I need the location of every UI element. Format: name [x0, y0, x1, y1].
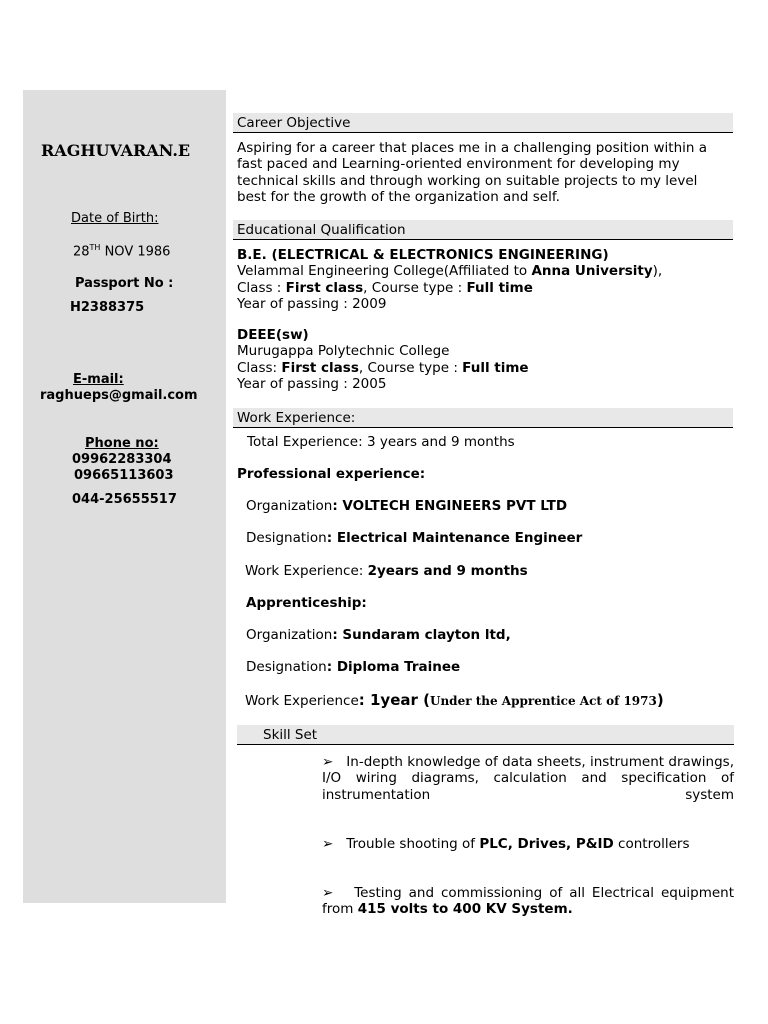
- class-label: Class :: [237, 279, 286, 296]
- class-value: First class: [281, 359, 359, 376]
- skill-text-suffix: controllers: [613, 836, 690, 852]
- education-heading: Educational Qualification: [233, 220, 733, 240]
- college-line: [237, 263, 729, 279]
- course-type-value: Full time: [466, 279, 533, 296]
- skill-text: Testing and commissioning of all Electrical equipment from: [322, 885, 735, 918]
- bullet-arrow-icon: ➢: [322, 836, 334, 852]
- class-line: [237, 360, 729, 376]
- class-value: First class: [285, 279, 364, 296]
- work-experience-label: Work Experience:: [245, 563, 368, 579]
- skill-line: [322, 754, 734, 803]
- degree-title: B.E. (ELECTRICAL & ELECTRONICS ENGINEERING): [237, 247, 609, 263]
- work-experience-line: [245, 563, 528, 579]
- bullet-arrow-icon: ➢: [322, 754, 334, 770]
- dob-rest: NOV 1986: [100, 244, 171, 260]
- organization-value: : Sundaram clayton ltd,: [332, 627, 511, 643]
- work-experience-value: : 1year (: [358, 691, 430, 709]
- total-experience-value: 3 years and 9 months: [366, 434, 515, 450]
- designation-line: [246, 530, 582, 546]
- year-line: Year of passing : 2005: [237, 375, 387, 392]
- college-line: [237, 343, 729, 359]
- apprentice-act-note: Under the Apprentice Act of 1973: [429, 694, 657, 708]
- designation-value: : Electrical Maintenance Engineer: [326, 530, 583, 546]
- dob-sup: TH: [89, 243, 101, 252]
- degree-title: DEEE(sw): [237, 327, 309, 343]
- education-item-deee: [237, 327, 729, 392]
- apprentice-work-experience-line: [245, 691, 664, 709]
- email-value[interactable]: raghueps@gmail.com: [40, 388, 198, 403]
- organization-line: [246, 498, 567, 514]
- passport-label: Passport No :: [75, 276, 174, 291]
- designation-value: : Diploma Trainee: [326, 659, 461, 675]
- skill-item: [322, 885, 734, 918]
- total-experience-label: Total Experience:: [247, 434, 367, 450]
- apprentice-organization-line: [246, 627, 511, 643]
- skill-set-heading: Skill Set: [237, 725, 734, 745]
- course-type-label: , Course type :: [363, 279, 467, 296]
- college-name: Murugappa Polytechnic College: [237, 343, 450, 360]
- apprenticeship-label: Apprenticeship:: [246, 595, 367, 611]
- designation-label: Designation: [246, 659, 327, 675]
- education-item-be: [237, 247, 729, 312]
- passport-value: H2388375: [70, 300, 145, 315]
- organization-label: Organization: [246, 627, 333, 643]
- dob-value: [73, 243, 170, 259]
- email-label: E-mail:: [73, 372, 124, 387]
- organization-value: : VOLTECH ENGINEERS PVT LTD: [332, 498, 568, 514]
- year-line: Year of passing : 2009: [237, 295, 387, 312]
- class-label: Class:: [237, 359, 282, 376]
- phone-1: 09962283304: [72, 452, 172, 467]
- phone-2: 09665113603: [74, 468, 174, 483]
- apprentice-designation-line: [246, 659, 460, 675]
- phone-3: 044-25655517: [72, 492, 177, 507]
- organization-label: Organization: [246, 498, 333, 514]
- designation-label: Designation: [246, 530, 327, 546]
- work-experience-label: Work Experience: [245, 693, 359, 709]
- skill-text: Trouble shooting of: [346, 836, 480, 852]
- skill-text-bold: 415 volts to 400 KV System.: [357, 901, 573, 918]
- skill-text-bold: PLC, Drives, P&ID: [479, 836, 614, 852]
- total-experience: [247, 434, 515, 450]
- class-line: [237, 280, 729, 296]
- phone-label: Phone no:: [85, 436, 159, 451]
- dob-day: 28: [73, 244, 90, 260]
- skill-item: [322, 836, 734, 852]
- professional-experience-label: Professional experience:: [237, 466, 426, 482]
- university-name: Anna University: [531, 263, 653, 280]
- candidate-name: RAGHUVARAN.E: [41, 141, 191, 160]
- work-experience-heading: Work Experience:: [233, 408, 733, 428]
- bullet-arrow-icon: ➢: [322, 885, 334, 901]
- career-objective-text: Aspiring for a career that places me in a challenging position within a fast paced and Learning-oriented environment for developing my technical skills and through working on suitable projects to my level best for the growth of the organization and self.: [237, 140, 708, 205]
- course-type-value: Full time: [462, 359, 529, 376]
- dob-label: Date of Birth:: [71, 211, 159, 226]
- career-objective-heading: Career Objective: [233, 113, 733, 133]
- course-type-label: , Course type :: [358, 359, 463, 376]
- closing-paren: ): [656, 691, 664, 709]
- skill-item: [322, 754, 734, 803]
- work-experience-value: 2years and 9 months: [367, 563, 528, 579]
- college-suffix: ),: [652, 263, 663, 280]
- college-name: Velammal Engineering College(Affiliated to: [237, 263, 532, 280]
- skill-text: In-depth knowledge of data sheets, instrument drawings, I/O wiring diagrams, calculation and specification of instrumentation system: [322, 754, 735, 803]
